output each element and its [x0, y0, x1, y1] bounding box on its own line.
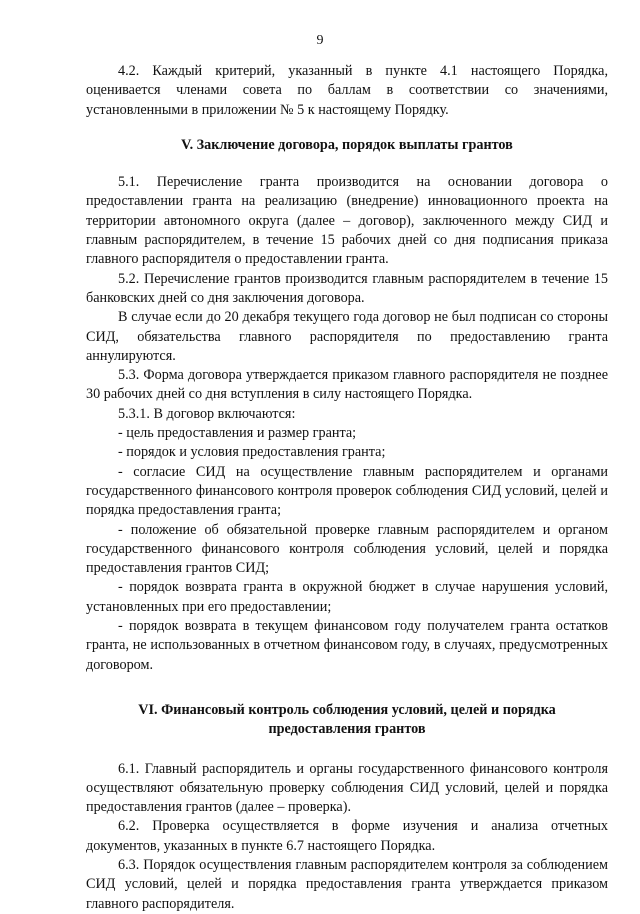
paragraph-4-2: 4.2. Каждый критерий, указанный в пункте 4.1 настоящего Порядка, оценивается членами совета по баллам в соответствии со значениями, установленными в приложении № 5 к настоящему Порядку.	[86, 63, 608, 118]
section-6-heading: VI. Финансовый контроль соблюдения условий, целей и порядка предоставления грантов	[138, 701, 556, 738]
paragraph-5-2-note: В случае если до 20 декабря текущего года договор не был подписан со стороны СИД, обязательства главного распорядителя по предоставлению гранта аннулируются.	[86, 309, 608, 364]
paragraph-5-1: 5.1. Перечисление гранта производится на основании договора о предоставлении гранта на реализацию (внедрение) инновационного проекта на территории автономного округа (далее – договор), заключенного между СИД и главным распорядителем, в течение 15 рабочих дней со дня подписания приказа главного распорядителя о предоставлении гранта.	[86, 174, 608, 268]
section-5-heading: V. Заключение договора, порядок выплаты грантов	[181, 136, 513, 153]
list-item-consent: - согласие СИД на осуществление главным распорядителем и органами государственного финансового контроля проверок соблюдения СИД условий, целей и порядка предоставления гранта;	[86, 463, 608, 519]
paragraph-6-1: 6.1. Главный распорядитель и органы государственного финансового контроля осуществляют обязательную проверку соблюдения СИД условий, целей и порядка предоставления грантов (далее – проверка).	[86, 760, 608, 816]
document-body	[86, 62, 608, 914]
list-item-refund: - порядок возврата гранта в окружной бюджет в случае нарушения условий, установленных при его предоставлении;	[86, 579, 608, 615]
paragraph-5-3: 5.3. Форма договора утверждается приказом главного распорядителя не позднее 30 рабочих дней со дня вступления в силу настоящего Порядка.	[86, 367, 608, 403]
list-item-inspection: - положение об обязательной проверке главным распорядителем и органом государственного финансового контроля соблюдения условий, целей и порядка предоставления грантов СИД;	[86, 521, 608, 577]
paragraph-5-3-1: 5.3.1. В договор включаются:	[118, 405, 296, 422]
list-item-conditions: - порядок и условия предоставления гранта;	[118, 444, 386, 461]
paragraph-6-3: 6.3. Порядок осуществления главным распорядителем контроля за соблюдением СИД условий, целей и порядка предоставления гранта утверждается приказом главного распорядителя.	[86, 856, 608, 912]
list-item-goal: - цель предоставления и размер гранта;	[118, 425, 357, 442]
paragraph-6-2: 6.2. Проверка осуществляется в форме изучения и анализа отчетных документов, указанных в пункте 6.7 настоящего Порядка.	[86, 818, 608, 854]
paragraph-5-2: 5.2. Перечисление грантов производится главным распорядителем в течение 15 банковских дней со дня заключения договора.	[86, 270, 608, 306]
list-item-remainder: - порядок возврата в текущем финансовом году получателем гранта остатков гранта, не использованных в отчетном финансовом году, в случаях, предусмотренных договором.	[86, 618, 608, 673]
page-number: 9	[316, 33, 324, 48]
